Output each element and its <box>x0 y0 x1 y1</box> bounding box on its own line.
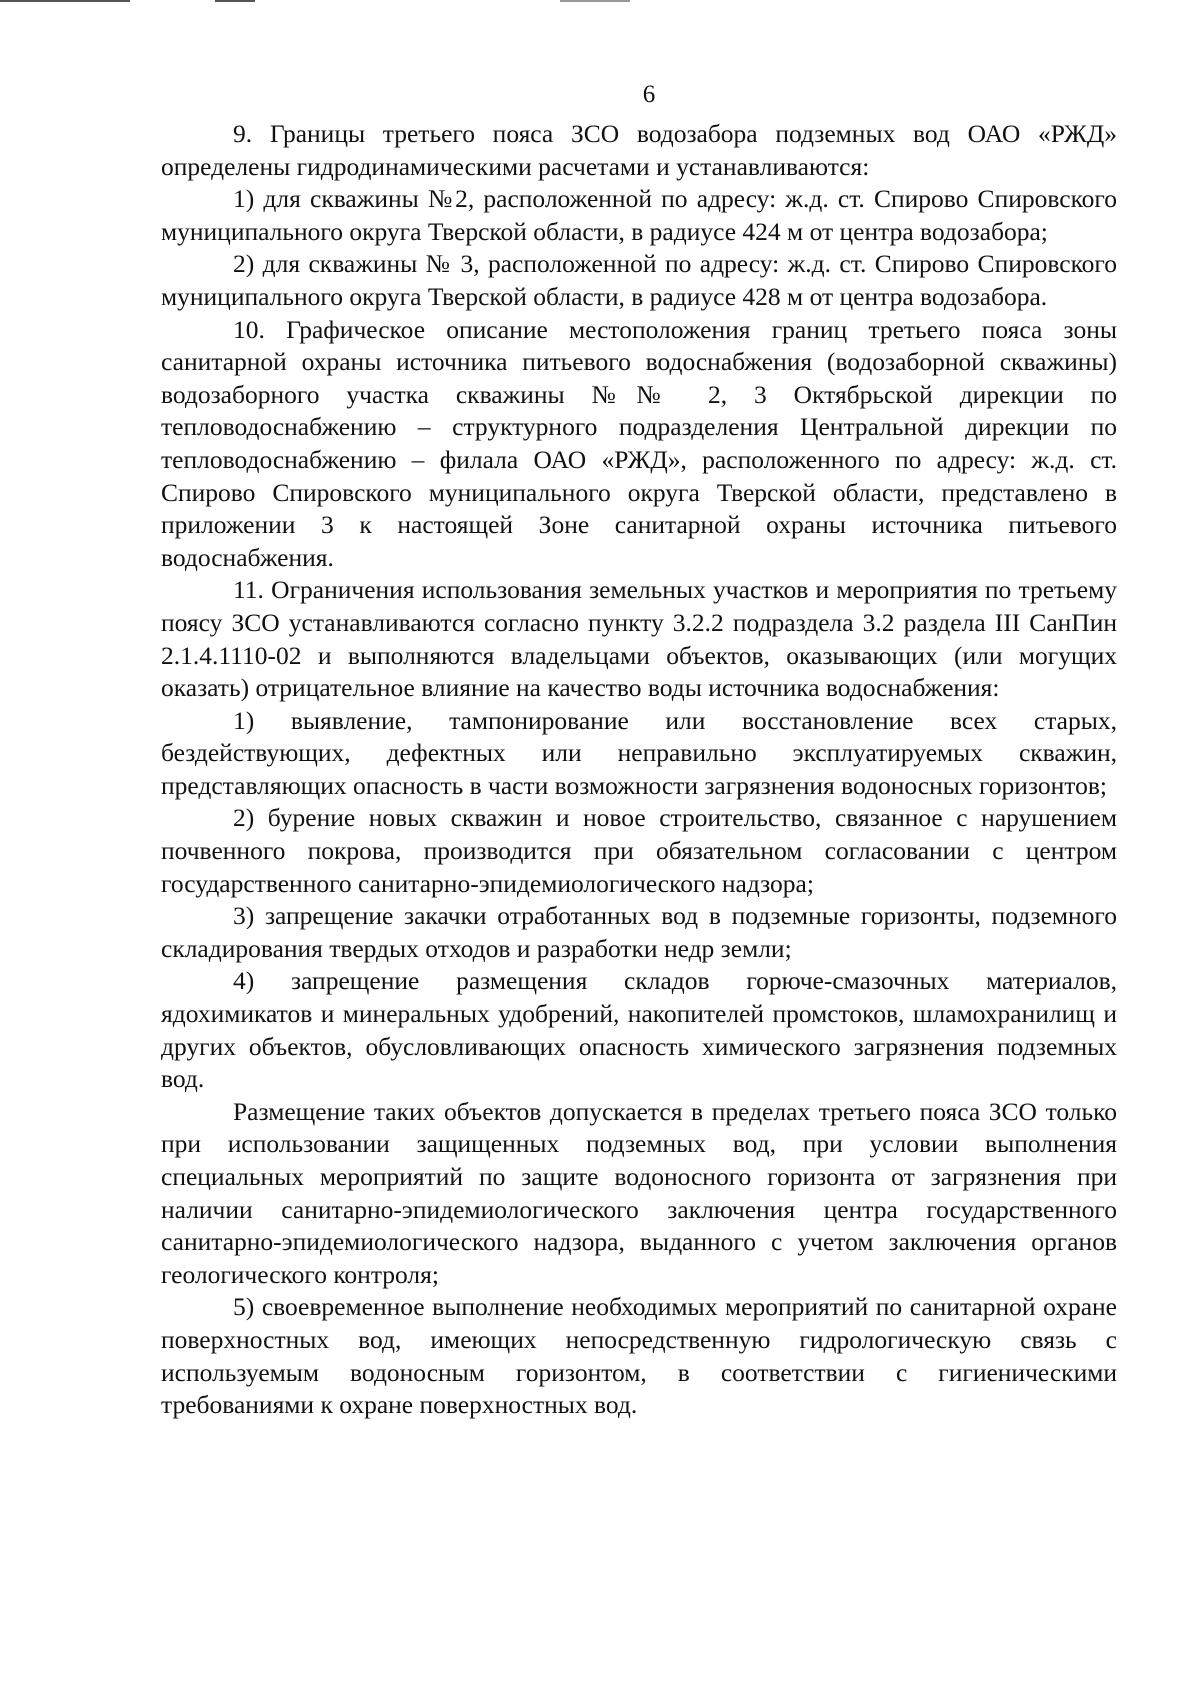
paragraph-10: 10. Графическое описание местоположения границ третьего пояса зоны санитарной охраны источника питьевого водоснабжения (водозаборной скважины) водозаборного участка скважины №№ 2, 3 Октябрьской дирекции по тепловодоснабжению – структурного подразделения Центральной дирекции по тепловодоснабжению – филала ОАО «РЖД», расположенного по адресу: ж.д. ст. Спирово Спировского муниципального округа Тверской области, представлено в приложении 3 к настоящей Зоне санитарной охраны источника питьевого водоснабжения. <box>161 314 1117 572</box>
page-number: 6 <box>642 81 656 108</box>
paragraph-11-item-2: 2) бурение новых скважин и новое строительство, связанное с нарушением почвенного покрова, производится при обязательном согласовании с центром государственного санитарно-эпидемиологического надзора; <box>161 803 1117 898</box>
paragraph-11-placement-note: Размещение таких объектов допускается в пределах третьего пояса ЗСО только при использовании защищенных подземных вод, при условии выполнения специальных мероприятий по защите водоносного горизонта от загрязнения при наличии санитарно-эпидемиологического заключения центра государственного санитарно-эпидемиологического надзора, выданного с учетом заключения органов геологического контроля; <box>161 1096 1117 1289</box>
scan-artifact-top-center <box>560 0 630 2</box>
paragraph-9-item-1: 1) для скважины №2, расположенной по адресу: ж.д. ст. Спирово Спировского муниципального округа Тверской области, в радиусе 424 м от центра водозабора; <box>161 184 1117 246</box>
paragraph-11-item-1: 1) выявление, тампонирование или восстановление всех старых, бездействующих, дефектных или неправильно эксплуатируемых скважин, представляющих опасность в части возможности загрязнения водоносных горизонтов; <box>161 705 1117 800</box>
paragraph-11-item-3: 3) запрещение закачки отработанных вод в подземные горизонты, подземного складирования твердых отходов и разработки недр земли; <box>161 901 1117 963</box>
paragraph-11-item-5: 5) своевременное выполнение необходимых мероприятий по санитарной охране поверхностных вод, имеющих непосредственную гидрологическую связь с используемым водоносным горизонтом, в соответствии с гигиеническими требованиями к охране поверхностных вод. <box>161 1292 1117 1420</box>
document-page <box>161 80 1117 1422</box>
scan-artifact-top-mid-left <box>215 0 255 2</box>
paragraph-11-item-4: 4) запрещение размещения складов горюче-смазочных материалов, ядохимикатов и минеральных удобрений, накопителей промстоков, шламохранилищ и других объектов, обусловливающих опасность химического загрязнения подземных вод. <box>161 966 1117 1094</box>
scan-artifact-top-left <box>0 0 130 2</box>
paragraph-9-item-2: 2) для скважины № 3, расположенной по адресу: ж.д. ст. Спирово Спировского муниципального округа Тверской области, в радиусе 428 м от центра водозабора. <box>161 249 1117 311</box>
paragraph-11: 11. Ограничения использования земельных участков и мероприятия по третьему поясу ЗСО устанавливаются согласно пункту 3.2.2 подраздела 3.2 раздела III СанПин 2.1.4.1110-02 и выполняются владельцами объектов, оказывающих (или могущих оказать) отрицательное влияние на качество воды источника водоснабжения: <box>161 575 1117 703</box>
paragraph-9: 9. Границы третьего пояса ЗСО водозабора подземных вод ОАО «РЖД» определены гидродинамическими расчетами и устанавливаются: <box>161 119 1117 181</box>
